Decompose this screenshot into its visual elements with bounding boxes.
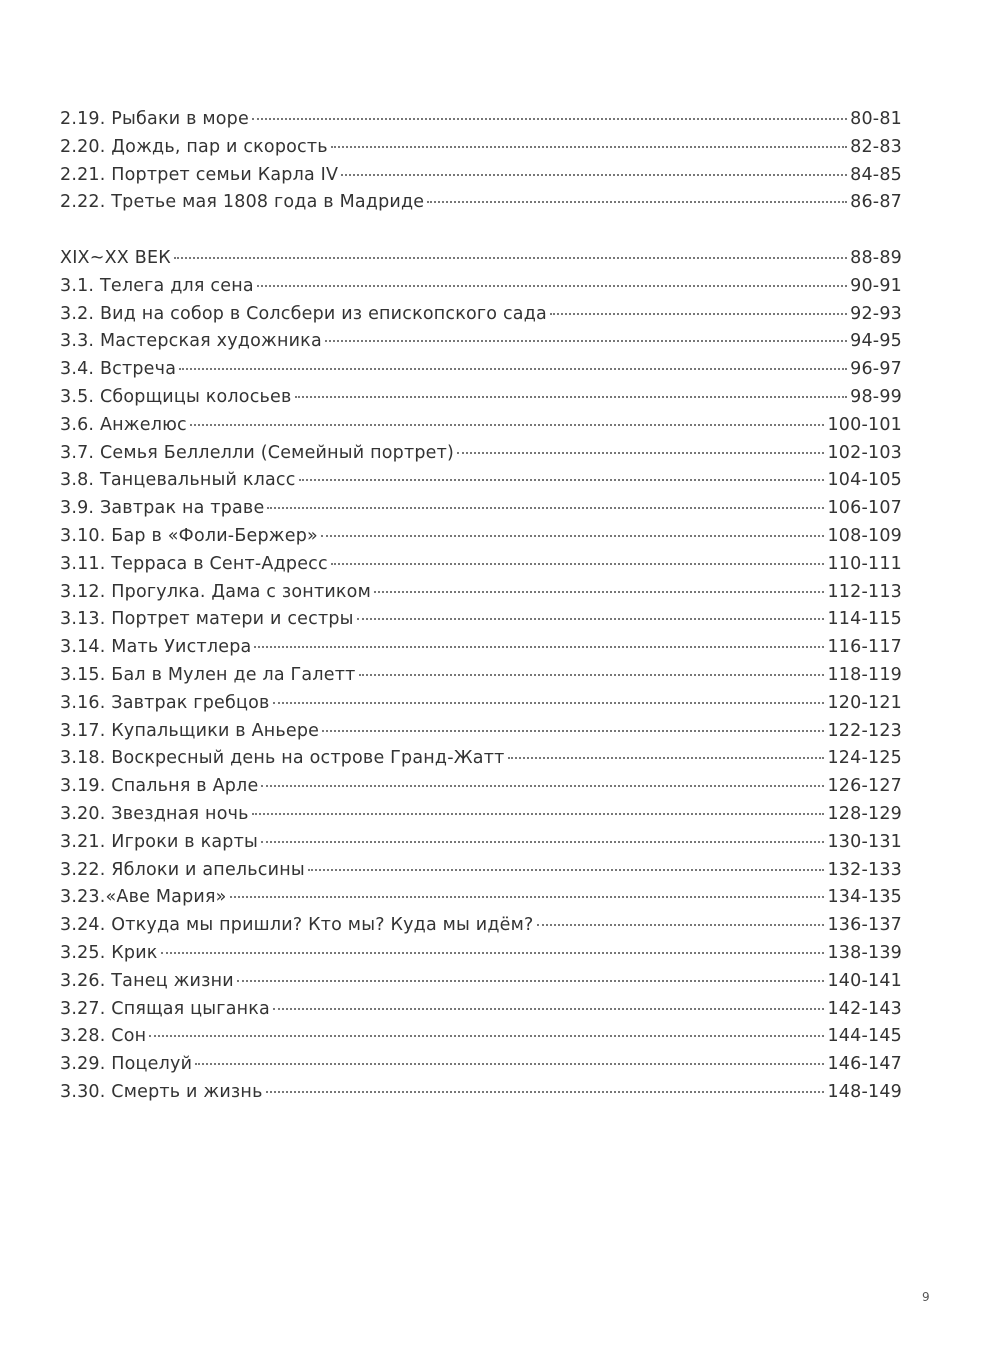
toc-entry-title: 3.23.«Аве Мария» (60, 887, 227, 908)
toc-entry (60, 328, 902, 356)
toc-entry-title: 3.24. Откуда мы пришли? Кто мы? Куда мы идём? (60, 915, 534, 936)
toc-entry-pages: 88-89 (850, 248, 902, 268)
toc-entry (60, 523, 902, 551)
toc-entry-pages: 128-129 (827, 803, 902, 824)
dot-leader (174, 257, 847, 259)
dot-leader (550, 313, 847, 315)
dot-leader (230, 896, 825, 898)
toc-entry-title: 3.10. Бар в «Фоли-Бержер» (60, 525, 318, 546)
toc-entry (60, 245, 902, 273)
dot-leader (341, 174, 847, 176)
toc-entry-pages: 144-145 (827, 1026, 902, 1047)
dot-leader (161, 952, 825, 954)
toc-entry-pages: 84-85 (850, 164, 902, 185)
toc-entry-title: 3.18. Воскресный день на острове Гранд-Жатт (60, 748, 505, 769)
toc-entry-title: 3.25. Крик (60, 942, 158, 963)
toc-entry (60, 134, 902, 162)
toc-entry (60, 467, 902, 495)
toc-entry (60, 440, 902, 468)
toc-entry-pages: 148-149 (827, 1081, 902, 1102)
toc-entry-title: 3.22. Яблоки и апельсины (60, 859, 305, 880)
toc-entry (60, 801, 902, 829)
dot-leader (308, 869, 825, 871)
toc-entry-title: 3.1. Телега для сена (60, 275, 254, 296)
toc-entry-pages: 130-131 (827, 831, 902, 852)
toc-entry-title: 3.12. Прогулка. Дама с зонтиком (60, 581, 371, 602)
toc-entry (60, 106, 902, 134)
dot-leader (149, 1035, 824, 1037)
dot-leader (266, 1091, 825, 1093)
toc-entry (60, 773, 902, 801)
toc-entry (60, 940, 902, 968)
toc-entry-pages: 82-83 (850, 136, 902, 157)
toc-entry (60, 884, 902, 912)
toc-entry-pages: 106-107 (827, 498, 902, 519)
toc-entry-title: 3.8. Танцевальный класс (60, 470, 296, 491)
toc-entry-title: 3.21. Игроки в карты (60, 831, 258, 852)
toc-entry (60, 1079, 902, 1107)
dot-leader (325, 340, 847, 342)
toc-entry-pages: 104-105 (827, 470, 902, 491)
toc-entry-title: 3.19. Спальня в Арле (60, 776, 259, 797)
toc-entry-title: 3.26. Танец жизни (60, 970, 234, 991)
toc-entry-pages: 98-99 (850, 386, 902, 407)
toc-entry (60, 718, 902, 746)
dot-leader (257, 285, 847, 287)
toc-section-xix-xx-century (60, 245, 902, 1107)
toc-entry (60, 912, 902, 940)
dot-leader (273, 1008, 825, 1010)
toc-entry-title: 3.9. Завтрак на траве (60, 498, 265, 519)
toc-entry (60, 273, 902, 301)
toc-entry (60, 495, 902, 523)
toc-entry (60, 662, 902, 690)
toc-entry-pages: 140-141 (827, 970, 902, 991)
toc-entry-pages: 108-109 (827, 525, 902, 546)
toc-entry-title: 3.16. Завтрак гребцов (60, 692, 270, 713)
dot-leader (252, 118, 847, 120)
toc-entry-pages: 80-81 (850, 109, 902, 129)
toc-entry-title: 3.30. Смерть и жизнь (60, 1081, 263, 1102)
toc-entry-pages: 102-103 (827, 442, 902, 463)
toc-entry (60, 189, 902, 217)
toc-entry-pages: 100-101 (827, 414, 902, 435)
toc-entry-title: 3.3. Мастерская художника (60, 331, 322, 352)
toc-entry-pages: 110-111 (827, 553, 902, 574)
dot-leader (190, 424, 825, 426)
toc-entry-title: 2.20. Дождь, пар и скорость (60, 136, 328, 157)
toc-entry-title: 3.29. Поцелуй (60, 1054, 193, 1075)
dot-leader (321, 535, 825, 537)
toc-entry-pages: 132-133 (827, 859, 902, 880)
toc-entry-title: 3.27. Спящая цыганка (60, 998, 270, 1019)
toc-entry-title: 3.2. Вид на собор в Солсбери из епископского сада (60, 303, 547, 324)
dot-leader (261, 841, 824, 843)
toc-entry-pages: 142-143 (827, 998, 902, 1019)
toc-entry-title: 3.15. Бал в Мулен де ла Галетт (60, 664, 356, 685)
toc-entry (60, 745, 902, 773)
toc-entry-pages: 146-147 (827, 1054, 902, 1075)
toc-entry-title: 3.28. Сон (60, 1026, 147, 1047)
toc-entry-pages: 136-137 (827, 915, 902, 936)
toc-entry-title: 2.21. Портрет семьи Карла IV (60, 164, 339, 185)
toc-entry-title: 3.6. Анжелюс (60, 414, 187, 435)
dot-leader (261, 785, 824, 787)
dot-leader (508, 757, 825, 759)
toc-entry (60, 829, 902, 857)
page-number: 9 (922, 1290, 930, 1304)
dot-leader (322, 730, 824, 732)
toc-entry (60, 606, 902, 634)
toc-entry (60, 857, 902, 885)
dot-leader (299, 479, 825, 481)
dot-leader (237, 980, 825, 982)
toc-entry (60, 356, 902, 384)
dot-leader (331, 563, 825, 565)
dot-leader (252, 813, 825, 815)
toc-entry-pages: 118-119 (827, 664, 902, 685)
toc-entry-pages: 138-139 (827, 942, 902, 963)
dot-leader (267, 507, 824, 509)
toc-entry-pages: 114-115 (827, 609, 902, 630)
dot-leader (195, 1063, 824, 1065)
toc-entry-pages: 86-87 (850, 192, 902, 213)
toc-section-paintings-2 (60, 106, 902, 217)
dot-leader (273, 702, 825, 704)
toc-entry-title: 3.14. Мать Уистлера (60, 637, 252, 658)
toc-entry-pages: 92-93 (850, 303, 902, 324)
dot-leader (457, 452, 824, 454)
dot-leader (537, 924, 825, 926)
toc-entry-pages: 120-121 (827, 692, 902, 713)
toc-entry (60, 301, 902, 329)
toc-entry-title: 3.4. Встреча (60, 359, 177, 380)
toc-entry (60, 968, 902, 996)
toc-entry (60, 579, 902, 607)
toc-entry-title: 3.11. Терраса в Сент-Адресс (60, 553, 328, 574)
toc-entry-pages: 126-127 (827, 776, 902, 797)
toc-entry (60, 384, 902, 412)
dot-leader (359, 674, 825, 676)
toc-entry-pages: 94-95 (850, 331, 902, 352)
toc-entry-title: 3.20. Звездная ночь (60, 803, 249, 824)
toc-entry-title: 3.17. Купальщики в Аньере (60, 720, 320, 741)
toc-entry-pages: 124-125 (827, 748, 902, 769)
toc-entry-pages: 134-135 (827, 887, 902, 908)
toc-entry-pages: 112-113 (827, 581, 902, 602)
toc-entry-title: 2.19. Рыбаки в море (60, 109, 249, 129)
dot-leader (374, 591, 824, 593)
dot-leader (357, 618, 825, 620)
dot-leader (295, 396, 848, 398)
dot-leader (254, 646, 824, 648)
toc-entry (60, 551, 902, 579)
dot-leader (427, 201, 847, 203)
toc-entry-title: 3.7. Семья Беллелли (Семейный портрет) (60, 442, 455, 463)
toc-entry-pages: 122-123 (827, 720, 902, 741)
toc-entry (60, 412, 902, 440)
toc-entry (60, 1023, 902, 1051)
dot-leader (331, 146, 847, 148)
toc-entry (60, 996, 902, 1024)
toc-entry-pages: 90-91 (850, 275, 902, 296)
toc-entry-title: 2.22. Третье мая 1808 года в Мадриде (60, 192, 425, 213)
toc-entry-title: 3.5. Сборщицы колосьев (60, 386, 292, 407)
toc-entry (60, 634, 902, 662)
dot-leader (179, 368, 847, 370)
toc-entry (60, 690, 902, 718)
toc-entry-pages: 116-117 (827, 637, 902, 658)
toc-entry (60, 162, 902, 190)
toc-entry (60, 1051, 902, 1079)
toc-entry-title: 3.13. Портрет матери и сестры (60, 609, 354, 630)
toc-entry-title: XIX~XX ВЕК (60, 248, 171, 268)
toc-entry-pages: 96-97 (850, 359, 902, 380)
